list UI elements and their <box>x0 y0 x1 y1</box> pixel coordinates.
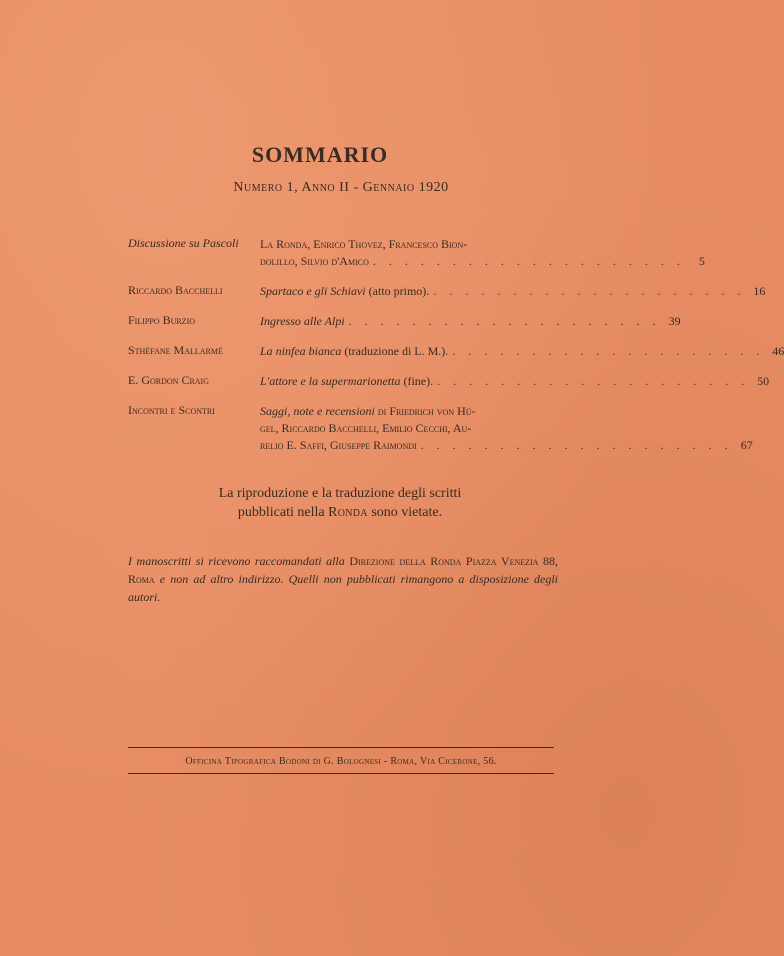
printer-imprint: Officina Tipografica Bodoni di G. Bolognesi - Roma, Via Cicerone, 56. <box>185 756 497 767</box>
manuscripts-notice <box>128 552 558 606</box>
toc-title-italic: La ninfea bianca <box>260 344 342 358</box>
toc-title-line: La Ronda, Enrico Thovez, Francesco Bion- <box>260 237 468 251</box>
leader-dots: . . . . . . . . . . . . . . . . . . . . <box>433 284 746 298</box>
leader-dots: . . . . . . . . . . . . . . . . . . . . <box>452 344 765 358</box>
leader-dots: . . . . . . . . . . . . . . . . . . . . <box>437 374 750 388</box>
toc-author: Riccardo Bacchelli <box>128 283 223 297</box>
toc-page-number: 50 <box>757 374 770 388</box>
toc-author: Incontri e Scontri <box>128 403 215 417</box>
mss-address: Piazza Venezia 88, Roma <box>128 554 559 586</box>
divider-top <box>128 747 554 748</box>
toc-author: Discussione su Pascoli <box>128 236 239 250</box>
toc-title-italic: Ingresso alle Alpi <box>260 314 345 328</box>
issue-subtitle: Numero 1, Anno II - Gennaio 1920 <box>233 180 449 195</box>
mss-text: I manoscritti si ricevono raccomandati alla <box>128 554 345 568</box>
leader-dots: . . . . . . . . . . . . . . . . . . . . <box>348 314 661 328</box>
toc-page-number: 39 <box>668 314 681 328</box>
toc-body <box>260 283 765 300</box>
toc-page-number: 5 <box>698 254 705 268</box>
toc-title-line: gel, Riccardo Bacchelli, Emilio Cecchi, Au- <box>260 421 472 435</box>
toc-title-italic: Spartaco e gli Schiavi <box>260 284 366 298</box>
notice-line <box>150 503 530 522</box>
toc-entry <box>128 403 753 454</box>
toc-title-line: relio E. Saffi, Giuseppe Raimondi <box>260 438 417 452</box>
divider-bottom <box>128 773 554 774</box>
toc-body <box>260 343 784 360</box>
toc-title-note: (fine). <box>403 374 434 388</box>
toc-title-italic: Saggi, note e recensioni <box>260 404 375 418</box>
toc-title-note: (atto primo). <box>368 284 430 298</box>
toc-body <box>260 403 753 454</box>
page-title: SOMMARIO <box>251 142 389 167</box>
mss-text: e non ad altro indirizzo. Quelli non pubblicati rimangono a disposizione degli autori. <box>128 572 559 604</box>
notice-text: sono vietate. <box>371 505 443 520</box>
toc-entry <box>128 236 705 270</box>
toc-title-italic: L'attore e la supermarionetta <box>260 374 401 388</box>
toc-page-number: 67 <box>740 438 753 452</box>
toc-author: Sthéfane Mallarmé <box>128 343 223 357</box>
leader-dots: . . . . . . . . . . . . . . . . . . . . <box>372 254 685 268</box>
toc-body <box>260 313 681 330</box>
toc-entry <box>128 373 770 390</box>
notice-journal-name: Ronda <box>328 505 368 520</box>
toc-title <box>260 283 429 300</box>
toc-page-number: 46 <box>772 344 784 358</box>
toc-title <box>260 343 448 360</box>
toc-title <box>260 373 433 390</box>
toc-body <box>260 373 769 390</box>
mss-address: Direzione della Ronda <box>349 554 462 568</box>
toc-author: E. Gordon Craig <box>128 373 209 387</box>
toc-title-line: dolillo, Silvio d'Amico <box>260 254 369 268</box>
toc-entry <box>128 313 681 330</box>
toc-entry <box>128 343 784 360</box>
toc-title-line <box>260 403 476 420</box>
toc-page-number: 16 <box>753 284 766 298</box>
notice-text: pubblicati nella <box>237 505 325 520</box>
toc-entry <box>128 283 766 300</box>
toc-author: Filippo Burzio <box>128 313 196 327</box>
table-of-contents <box>128 236 784 467</box>
toc-body <box>260 236 705 270</box>
leader-dots: . . . . . . . . . . . . . . . . . . . . <box>420 438 733 452</box>
toc-title-note: (traduzione di L. M.). <box>344 344 449 358</box>
notice-line: La riproduzione e la traduzione degli scritti <box>218 486 462 501</box>
toc-title-rest: di Friedrich von Hü- <box>377 404 476 418</box>
reproduction-notice <box>150 484 530 522</box>
